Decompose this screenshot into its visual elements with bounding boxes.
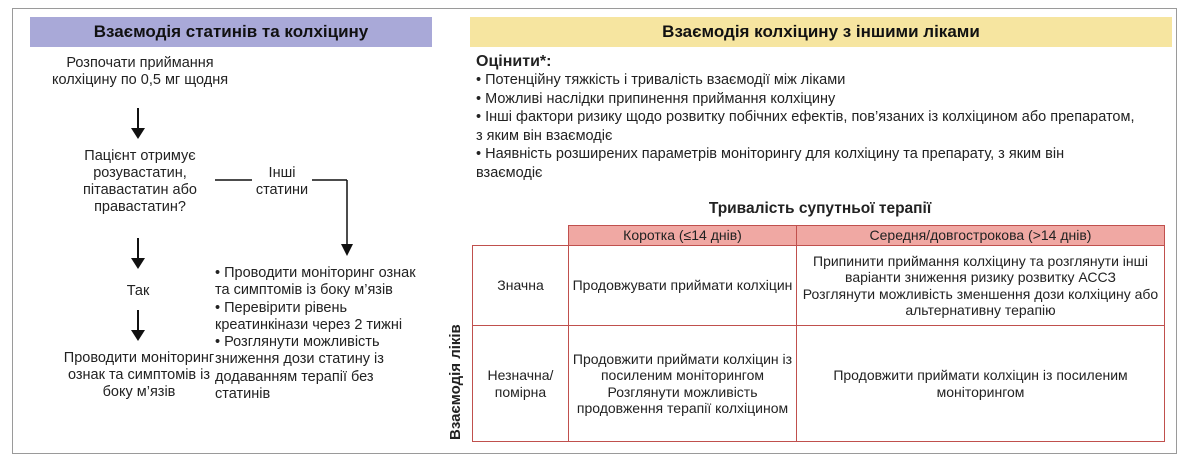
cell-short: Продовжити приймати колхіцин із посиленим моніторингом Розглянути можливість продовження терапії колхіцином — [569, 326, 797, 442]
action-item: • Перевірити рівень креатинкінази через 2 тижні — [215, 299, 403, 333]
flow-question: Пацієнт отримує розувастатин, пітавастатин або правастатин? — [83, 148, 197, 215]
assess-item: • Потенційну тяжкість і тривалість взаємодії між ліками — [476, 72, 846, 88]
interaction-table — [472, 225, 1165, 442]
table-corner — [473, 226, 569, 246]
flow-other-statins: Інші статини — [255, 165, 309, 198]
action-item: • Проводити моніторинг ознак та симптомів із боку м’язів — [215, 265, 416, 299]
table-title: Тривалість супутньої терапії — [708, 200, 932, 217]
table-row — [473, 326, 1165, 442]
row-label: Незначна/ помірна — [473, 326, 569, 442]
assess-item: • Інші фактори ризику щодо розвитку побічних ефектів, пов’язаних із колхіцином або препаратом, з яким він взаємодіє — [476, 109, 1135, 144]
cell-long: Продовжити приймати колхіцин із посиленим моніторингом — [797, 326, 1165, 442]
flow-yes: Так — [126, 283, 150, 299]
flow-start: Розпочати приймання колхіцину по 0,5 мг щодня — [51, 55, 229, 88]
assess-title: Оцінити*: — [476, 53, 552, 70]
assess-item: • Можливі наслідки припинення приймання колхіцину — [476, 90, 836, 107]
cell-long: Припинити приймання колхіцину та розглянути інші варіанти зниження ризику розвитку АССЗ Розглянути можливість зменшення дози колхіцину або альтернативну терапію — [797, 246, 1165, 326]
col-header-short: Коротка (≤14 днів) — [569, 226, 797, 246]
arrow-down-icon — [128, 106, 148, 140]
col-header-long: Середня/довгострокова (>14 днів) — [797, 226, 1165, 246]
other-statins-actions — [215, 265, 430, 403]
cell-short: Продовжувати приймати колхіцин — [569, 246, 797, 326]
flow-yes-action: Проводити моніторинг ознак та симптомів із боку м’язів — [63, 350, 215, 400]
arrow-down-icon — [128, 308, 148, 342]
table-header-row — [473, 226, 1165, 246]
row-label: Значна — [473, 246, 569, 326]
side-label: Взаємодія ліків — [447, 324, 464, 440]
right-panel-title: Взаємодія колхіцину з іншими ліками — [470, 17, 1172, 47]
table-row — [473, 246, 1165, 326]
assess-item: • Наявність розширених параметрів моніторингу для колхіцину та препарату, з яким він взаємодіє — [476, 146, 1065, 181]
left-panel-title: Взаємодія статинів та колхіцину — [30, 17, 432, 47]
action-item: • Розглянути можливість зниження дози статину із додаванням терапії без статинів — [215, 334, 384, 403]
arrow-down-icon — [128, 236, 148, 270]
assess-block — [476, 53, 1156, 182]
